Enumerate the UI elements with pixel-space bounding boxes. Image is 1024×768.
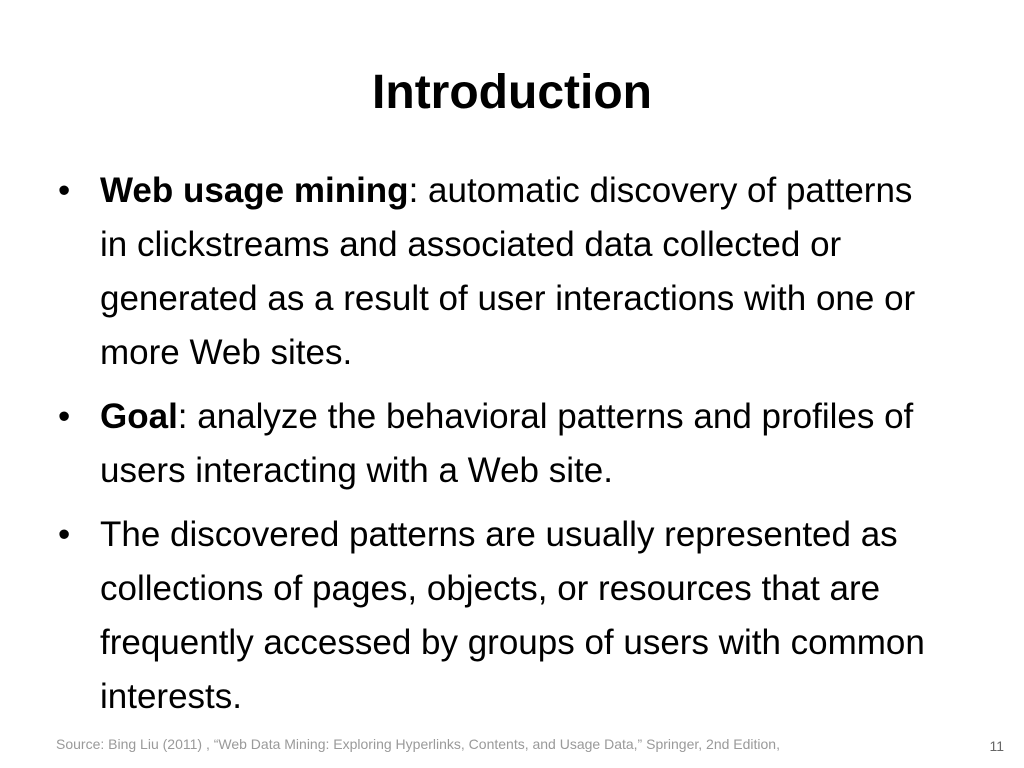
bullet-list [0, 164, 1024, 734]
bullet-text: The discovered patterns are usually represented as collections of pages, objects, or resources that are frequently accessed by groups of users with common interests. [100, 515, 925, 716]
bullet-item-web-usage-mining [0, 164, 1024, 380]
slide-title: Introduction [372, 66, 652, 119]
bullet-text: automatic discovery of patterns in clickstreams and associated data collected or generated as a result of user interactions with one or more Web sites. [100, 171, 916, 372]
bullet-separator: : [408, 171, 419, 210]
bullet-item-discovered-patterns [0, 508, 1024, 724]
source-citation: Source: Bing Liu (2011) , “Web Data Mining: Exploring Hyperlinks, Contents, and Usage Data,” Springer, 2nd Edition, [56, 736, 780, 752]
bullet-item-goal [0, 390, 1024, 498]
bullet-text: analyze the behavioral patterns and profiles of users interacting with a Web site. [100, 397, 914, 490]
bullet-icon: • [58, 397, 71, 436]
bullet-term: Goal [100, 397, 178, 436]
page-number: 11 [989, 738, 1004, 754]
bullet-icon: • [58, 515, 71, 554]
bullet-icon: • [58, 171, 71, 210]
bullet-term: Web usage mining [100, 171, 409, 210]
bullet-separator: : [177, 397, 188, 436]
